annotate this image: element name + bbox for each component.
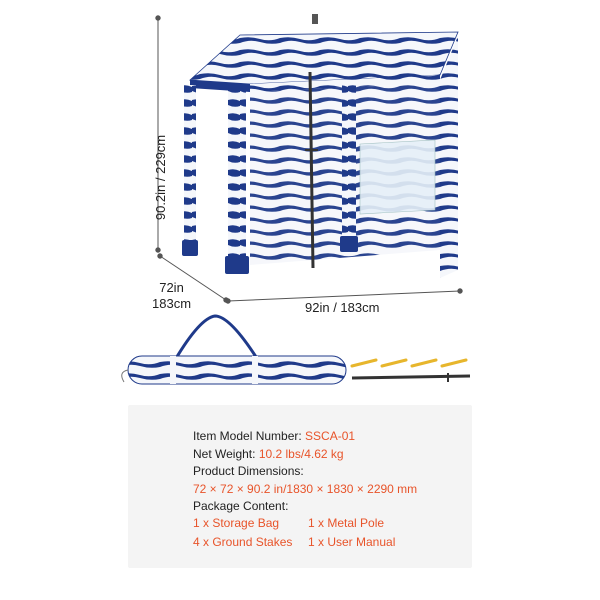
spec-list [193, 428, 417, 516]
item-model-row [193, 428, 417, 446]
net-weight-value: 10.2 lbs/4.62 kg [258, 446, 344, 461]
cabana-front-right-post [225, 90, 249, 274]
package-item: 1 x Metal Pole [308, 516, 385, 530]
cabana-side-wall [440, 36, 458, 278]
package-item: 1 x User Manual [308, 535, 396, 549]
metal-pole [352, 373, 470, 382]
cabana-front-left-post [182, 85, 198, 256]
width-dimension-label: 92in / 183cm [305, 300, 380, 315]
storage-bag [122, 316, 346, 384]
depth-dimension-label [152, 280, 191, 312]
height-dimension-label: 90.2in / 229cm [153, 134, 169, 221]
package-item: 1 x Storage Bag [193, 516, 280, 530]
depth-metric: 183cm [152, 296, 192, 311]
cabana-roof [190, 14, 458, 92]
ground-stakes [352, 360, 466, 366]
product-dimensions-label: Product Dimensions: [193, 464, 304, 478]
product-dimensions-value: 72 × 72 × 90.2 in/1830 × 1830 × 2290 mm [193, 481, 418, 496]
net-weight-label: Net Weight: [193, 446, 256, 461]
package-item: 4 x Ground Stakes [193, 535, 293, 549]
package-content-label: Package Content: [193, 499, 289, 513]
net-weight-row [193, 446, 417, 464]
item-model-label: Item Model Number: [193, 429, 302, 443]
depth-imperial: 72in [159, 280, 184, 295]
item-model-value: SSCA-01 [305, 429, 356, 443]
cabana-back-right-post [340, 85, 358, 252]
